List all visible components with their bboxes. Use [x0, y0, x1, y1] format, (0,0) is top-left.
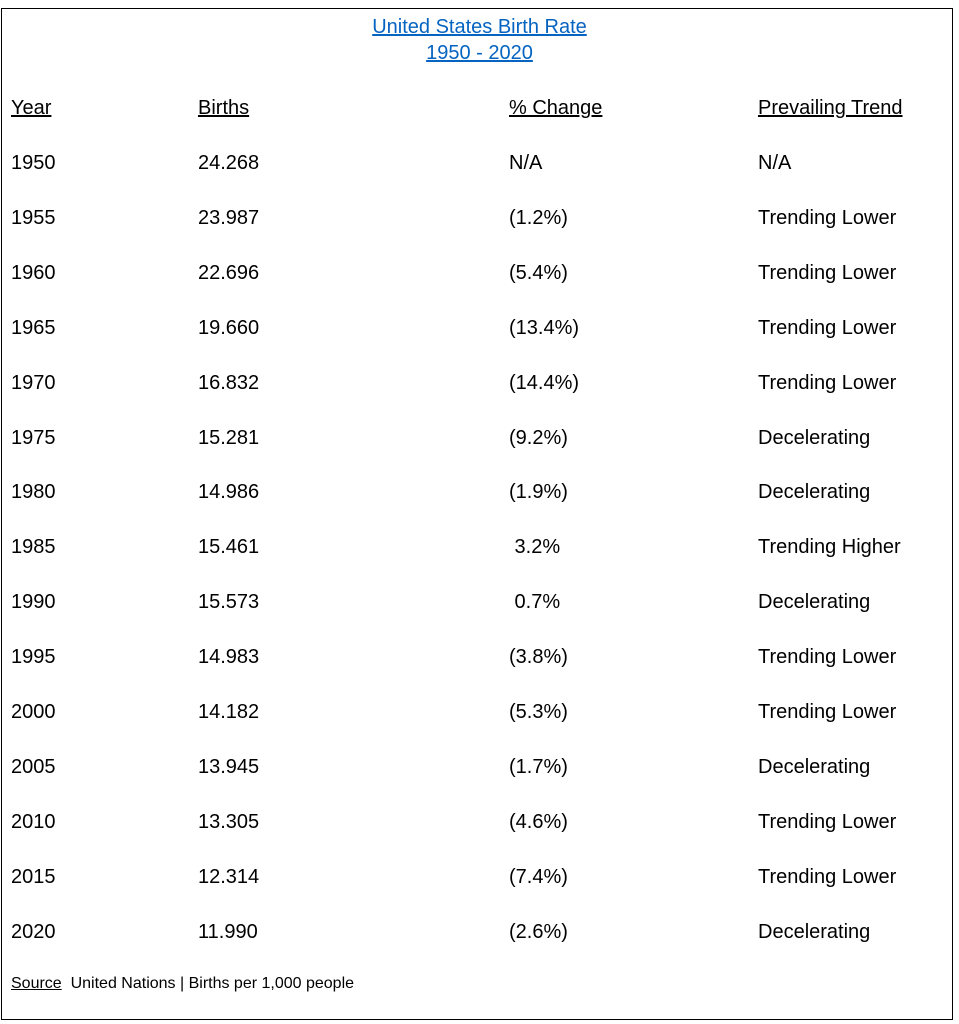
cell-percent-change: (3.8%) — [509, 646, 568, 669]
cell-percent-change: (13.4%) — [509, 316, 580, 339]
cell-year: 2020 — [11, 920, 56, 943]
cell-year: 2005 — [11, 755, 56, 778]
table-row — [0, 919, 959, 945]
title-block — [0, 14, 959, 66]
cell-percent-change: (4.6%) — [509, 810, 568, 833]
cell-births: 14.983 — [198, 646, 260, 669]
table-row — [0, 370, 959, 396]
cell-year: 1990 — [11, 591, 56, 614]
cell-births: 11.990 — [198, 920, 258, 943]
table-row — [0, 205, 959, 231]
cell-births: 13.945 — [198, 755, 260, 778]
cell-births: 12.314 — [198, 865, 260, 888]
table-row — [0, 754, 959, 780]
table-row — [0, 260, 959, 286]
cell-prevailing-trend: N/A — [758, 152, 792, 174]
cell-births: 15.461 — [198, 536, 260, 559]
header-percent-change: % Change — [509, 97, 603, 119]
footer-note — [11, 973, 354, 995]
cell-percent-change: (7.4%) — [509, 865, 568, 888]
cell-prevailing-trend: Trending Lower — [758, 810, 897, 833]
cell-births: 15.281 — [198, 426, 260, 449]
table-row — [0, 534, 959, 560]
table-row — [0, 644, 959, 670]
header-births: Births — [198, 97, 250, 119]
cell-births: 16.832 — [198, 371, 260, 394]
cell-percent-change: 3.2% — [509, 536, 561, 559]
table-row — [0, 150, 959, 176]
cell-prevailing-trend: Decelerating — [758, 920, 871, 943]
cell-percent-change: (5.3%) — [509, 701, 568, 723]
cell-prevailing-trend: Trending Higher — [758, 536, 901, 559]
cell-births: 19.660 — [198, 316, 260, 339]
cell-prevailing-trend: Decelerating — [758, 591, 871, 614]
cell-prevailing-trend: Decelerating — [758, 481, 871, 504]
cell-percent-change: (2.6%) — [509, 920, 568, 943]
cell-year: 1965 — [11, 316, 56, 339]
cell-prevailing-trend: Decelerating — [758, 426, 871, 449]
cell-percent-change: (1.7%) — [509, 755, 568, 778]
cell-percent-change: (9.2%) — [509, 426, 568, 449]
cell-births: 14.986 — [198, 481, 260, 504]
cell-prevailing-trend: Trending Lower — [758, 316, 897, 339]
cell-prevailing-trend: Trending Lower — [758, 261, 897, 284]
cell-births: 13.305 — [198, 810, 260, 833]
cell-year: 1955 — [11, 206, 56, 229]
cell-percent-change: (5.4%) — [509, 261, 568, 284]
source-text: United Nations | Births per 1,000 people — [70, 975, 355, 992]
cell-percent-change: 0.7% — [509, 591, 561, 614]
cell-percent-change: (1.2%) — [509, 206, 568, 229]
header-year: Year — [11, 97, 52, 119]
title-link-line2[interactable]: 1950 - 2020 — [426, 42, 533, 64]
table-row — [0, 589, 959, 615]
table-row — [0, 699, 959, 725]
cell-percent-change: N/A — [509, 152, 543, 174]
cell-births: 14.182 — [198, 701, 260, 723]
table-row — [0, 479, 959, 505]
table-row — [0, 315, 959, 341]
cell-year: 1985 — [11, 536, 56, 559]
cell-births: 15.573 — [198, 591, 260, 614]
cell-prevailing-trend: Trending Lower — [758, 701, 897, 723]
cell-prevailing-trend: Trending Lower — [758, 371, 897, 394]
table-row — [0, 864, 959, 890]
cell-prevailing-trend: Trending Lower — [758, 206, 897, 229]
header-prevailing-trend: Prevailing Trend — [758, 97, 903, 119]
cell-year: 1975 — [11, 426, 56, 449]
cell-year: 1950 — [11, 152, 56, 174]
table-header-row — [0, 95, 959, 121]
cell-year: 1960 — [11, 261, 56, 284]
cell-year: 1980 — [11, 481, 56, 504]
source-label: Source — [11, 975, 62, 992]
cell-year: 1995 — [11, 646, 56, 669]
table-row — [0, 809, 959, 835]
cell-prevailing-trend: Trending Lower — [758, 865, 897, 888]
cell-year: 2010 — [11, 810, 56, 833]
cell-prevailing-trend: Trending Lower — [758, 646, 897, 669]
cell-births: 23.987 — [198, 206, 260, 229]
cell-percent-change: (14.4%) — [509, 371, 580, 394]
cell-year: 2000 — [11, 701, 56, 723]
cell-prevailing-trend: Decelerating — [758, 755, 871, 778]
cell-year: 2015 — [11, 865, 56, 888]
cell-births: 24.268 — [198, 152, 260, 174]
cell-year: 1970 — [11, 371, 56, 394]
title-link-line1[interactable]: United States Birth Rate — [372, 16, 587, 38]
cell-births: 22.696 — [198, 261, 260, 284]
table-row — [0, 425, 959, 451]
cell-percent-change: (1.9%) — [509, 481, 568, 504]
